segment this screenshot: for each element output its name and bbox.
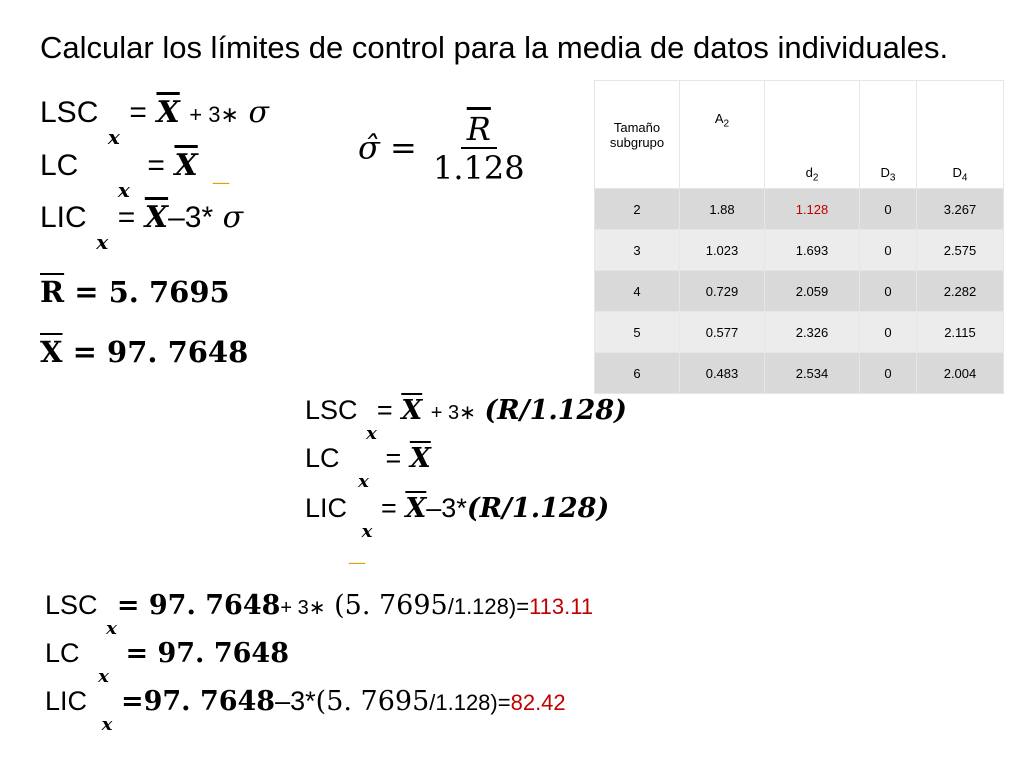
table-cell: 2.282 — [917, 271, 1004, 312]
subscript: 2 — [723, 118, 730, 130]
lic-label: LIC — [305, 493, 348, 523]
lic-mean: =97. 7648 — [120, 686, 276, 717]
xbar-symbol: $\overline{X}$ — [405, 493, 427, 524]
table-cell: 2.534 — [765, 353, 860, 394]
equals-sign: = — [380, 493, 397, 523]
r-bar-number: = 5. 7695 — [74, 275, 230, 309]
lsc-divisor: /1.128)= — [447, 594, 530, 619]
table-cell: 2.326 — [765, 312, 860, 353]
header-cell: $D_3$ — [860, 81, 917, 189]
lc-label: LC — [45, 638, 80, 668]
orange-mark: — — [348, 552, 366, 573]
sigma-hat-fraction — [427, 112, 531, 188]
table-row — [595, 189, 1004, 230]
x-sub: x — [358, 471, 369, 492]
table-cell: 0 — [860, 271, 917, 312]
plus-three: + 3∗ — [280, 597, 326, 619]
table-cell: 1.88 — [680, 189, 765, 230]
control-constants-table — [594, 80, 1004, 394]
lc-mean: = 97. 7648 — [125, 638, 289, 669]
sigma-symbol: σ — [222, 200, 244, 235]
x-sub: x — [366, 423, 377, 444]
table-cell: 0.577 — [680, 312, 765, 353]
r-over-expression: (R/1.128) — [466, 493, 610, 524]
equals-sign: = — [376, 395, 393, 425]
lc-result-line — [45, 638, 289, 687]
sigma-hat-formula — [358, 112, 531, 188]
sigma-hat-symbol: σ̂ — [358, 128, 380, 167]
r-over-expression: (R/1.128) — [484, 395, 627, 426]
xbar-symbol: $\overline{X}$ — [409, 443, 431, 474]
subscript: 3 — [889, 173, 896, 184]
lsc-label: LSC — [305, 395, 358, 425]
table-row — [595, 230, 1004, 271]
lc-substituted — [305, 443, 431, 492]
lic-formula — [40, 200, 244, 254]
lsc-label: LSC — [40, 96, 99, 129]
header-cell: $d_2$ — [765, 81, 860, 189]
lic-substituted — [305, 493, 610, 542]
lc-formula — [40, 148, 198, 202]
r-bar-symbol: $\overline{R}$ — [40, 275, 65, 309]
header-cell: Tamaño subgrupo — [595, 81, 680, 189]
orange-mark: — — [212, 172, 230, 193]
xbar-symbol: $\overline{X}$ — [174, 148, 198, 183]
x-sub: x — [107, 125, 120, 149]
table-cell: 2.115 — [917, 312, 1004, 353]
table-header-row — [595, 81, 1004, 189]
xbar-symbol: $\overline{X}$ — [156, 95, 180, 130]
sigma-symbol: σ — [248, 95, 269, 130]
x-bar-number: = 97. 7648 — [72, 335, 249, 369]
lsc-result-line — [45, 590, 594, 639]
x-sub: x — [98, 666, 109, 687]
lsc-substituted — [305, 395, 627, 444]
equals-sign: = — [129, 96, 147, 129]
table-cell: 2.059 — [765, 271, 860, 312]
equals-sign: = — [147, 149, 165, 182]
table-row — [595, 312, 1004, 353]
fraction-denominator: 1.128 — [433, 149, 525, 188]
lsc-formula — [40, 95, 269, 149]
table-cell: 1.693 — [765, 230, 860, 271]
table-cell: 6 — [595, 353, 680, 394]
x-bar-symbol: $\overline{X}$ — [40, 335, 63, 369]
header-cell: $A_2$ — [680, 81, 765, 189]
plus-three: + 3∗ — [189, 102, 239, 127]
table-cell: 0 — [860, 230, 917, 271]
page-title: Calcular los límites de control para la media de datos individuales. — [40, 30, 949, 65]
x-bar-value — [40, 335, 248, 369]
table-cell: 2 — [595, 189, 680, 230]
xbar-symbol: $\overline{X}$ — [144, 200, 169, 235]
x-sub: x — [361, 521, 373, 542]
table-cell: 3 — [595, 230, 680, 271]
lic-r-value: (5. 7695 — [315, 686, 430, 717]
xbar-symbol: $\overline{X}$ — [401, 395, 423, 426]
lc-label: LC — [40, 149, 79, 182]
table-cell-highlight: 1.128 — [765, 189, 860, 230]
lic-label: LIC — [45, 686, 88, 716]
table-cell: 1.023 — [680, 230, 765, 271]
lsc-label: LSC — [45, 590, 98, 620]
table-cell: 0 — [860, 189, 917, 230]
subscript: 4 — [961, 173, 968, 184]
table-cell: 0.729 — [680, 271, 765, 312]
x-sub: x — [101, 714, 113, 735]
minus-three: –3* — [168, 201, 214, 234]
minus-three: –3* — [275, 686, 316, 716]
table-row — [595, 353, 1004, 394]
table-row — [595, 271, 1004, 312]
r-bar-value — [40, 275, 230, 309]
r-bar-numerator: $\overline{R}$ — [461, 112, 497, 149]
table-cell: 5 — [595, 312, 680, 353]
equals-sign: = — [390, 128, 417, 167]
lc-label: LC — [305, 443, 340, 473]
table-cell: 0 — [860, 312, 917, 353]
equals-sign: = — [385, 443, 402, 473]
minus-three: –3* — [426, 493, 467, 523]
table-cell: 0.483 — [680, 353, 765, 394]
subscript: 2 — [812, 173, 819, 184]
header-cell: $D_4$ — [917, 81, 1004, 189]
lsc-result-value: 113.11 — [529, 594, 594, 619]
table-cell: 2.004 — [917, 353, 1004, 394]
table-cell: 2.575 — [917, 230, 1004, 271]
plus-three: + 3∗ — [430, 402, 476, 424]
lic-divisor: /1.128)= — [429, 690, 511, 715]
x-sub: x — [106, 618, 117, 639]
x-sub: x — [117, 178, 130, 202]
table-cell: 0 — [860, 353, 917, 394]
lic-result-value: 82.42 — [510, 690, 566, 715]
x-sub: x — [96, 230, 109, 254]
lic-label: LIC — [40, 201, 87, 234]
lsc-mean: = 97. 7648 — [116, 590, 281, 621]
lic-result-line — [45, 686, 566, 735]
equals-sign: = — [117, 201, 136, 234]
table-cell: 4 — [595, 271, 680, 312]
table-cell: 3.267 — [917, 189, 1004, 230]
lsc-r-value: (5. 7695 — [334, 590, 448, 621]
